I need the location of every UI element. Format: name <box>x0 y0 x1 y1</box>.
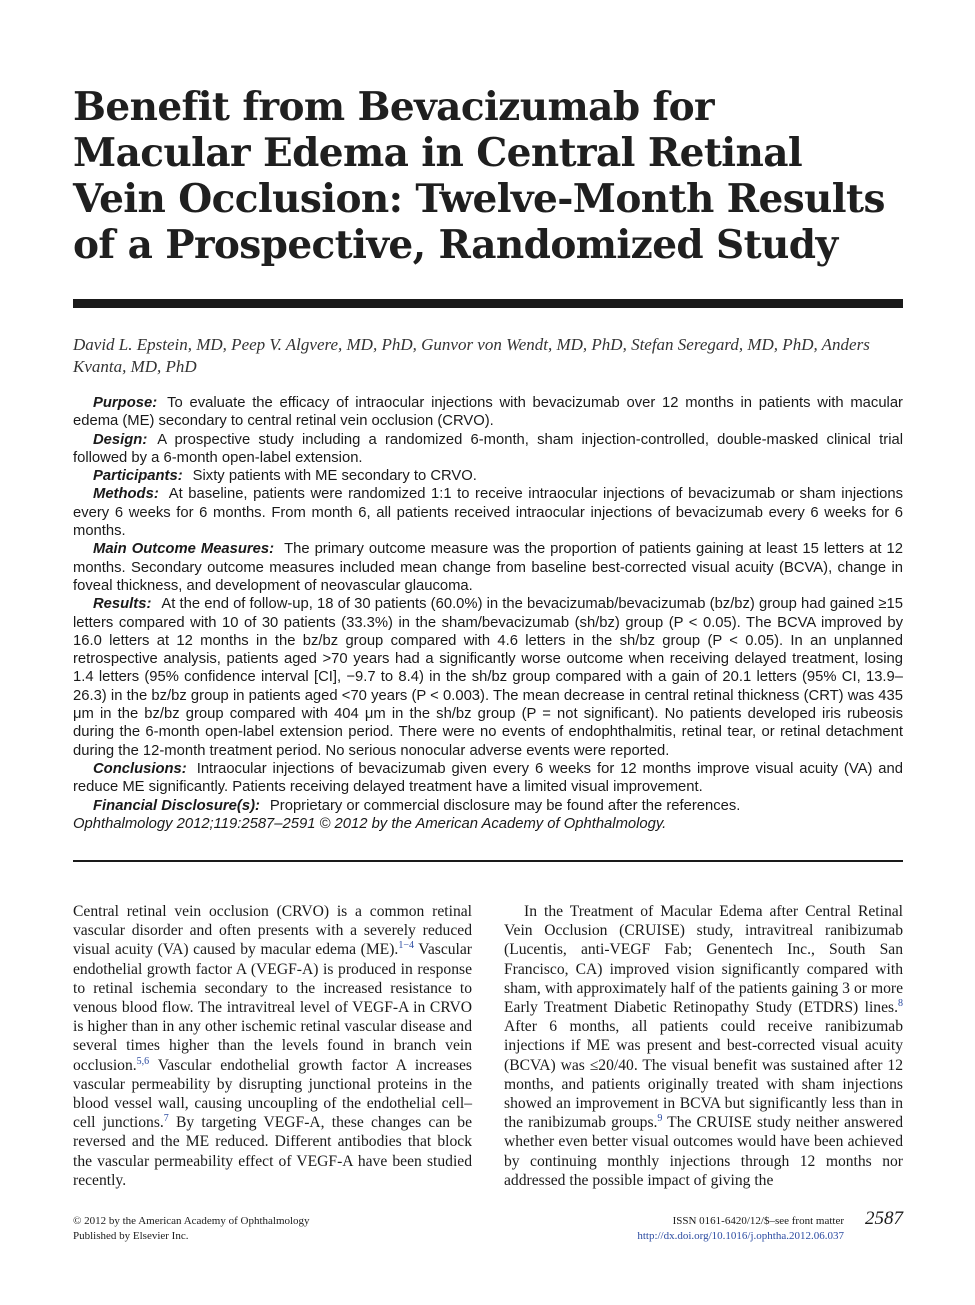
body-text: Vascular endothelial growth factor A increases vascular permeability by disrupting junctional proteins in the blood vessel wall, causing uncoupling of the endothelial cell–cell junctions. <box>73 1056 472 1132</box>
abstract-label: Methods: <box>93 486 159 503</box>
body-column-left <box>73 902 472 1190</box>
abstract-design <box>73 431 903 468</box>
doi-link[interactable]: http://dx.doi.org/10.1016/j.ophtha.2012.06.037 <box>637 1230 844 1242</box>
abstract-text: Sixty patients with ME secondary to CRVO. <box>192 468 477 485</box>
body-text: Vascular endothelial growth factor A (VEGF-A) is produced in response to retinal ischemia secondary to the increased resistance to venous blood flow. The intravitreal level of VEGF-A in CRVO is higher than in any other ischemic retinal vascular disease and several times higher than the levels found in branch vein occlusion. <box>73 941 472 1074</box>
abstract-participants <box>73 467 903 485</box>
abstract-financial <box>73 797 903 815</box>
abstract-text: A prospective study including a randomized 6-month, sham injection-controlled, double-masked clinical trial followed by a 6-month open-label extension. <box>73 431 903 466</box>
author-list: David L. Epstein, MD, Peep V. Algvere, MD, PhD, Gunvor von Wendt, MD, PhD, Stefan Seregard, MD, PhD, Anders Kvanta, MD, PhD <box>73 335 870 376</box>
page-number: 2587 <box>865 1208 903 1229</box>
reference-link[interactable]: 7 <box>163 1113 169 1125</box>
footer-identifiers <box>553 1214 844 1244</box>
body-text: After 6 months, all patients could receive ranibizumab injections if ME was present and best-corrected visual acuity (BCVA) was ≤20/40. The visual benefit was sustained after 12 months, and patients originally treated with sham injections showed an improvement in BCVA but significantly less than in the ranibizumab groups. <box>504 1018 903 1132</box>
abstract-text: At the end of follow-up, 18 of 30 patients (60.0%) in the bevacizumab/bevacizumab (bz/bz) group had gained ≥15 letters compared with 10 of 30 patients (33.3%) in the sham/bevacizumab (sh/bz) group (P < 0.05). The BCVA improved by 16.0 letters at 12 months in the bz/bz group compared with 4.6 letters in the sh/bz group (P < 0.05). In an unplanned retrospective analysis, patients aged >70 years had a significantly worse outcome when receiving delayed treatment, losing 1.4 letters (95% confidence interval [CI], −9.7 to 8.4) in the sh/bz group compared with a gain of 20.1 letters (95% CI, 13.9–26.3) in the bz/bz group in patients aged <70 years (P < 0.003). The mean decrease in central retinal thickness (CRT) was 435 μm in the bz/bz group compared with 404 μm in the sh/bz group (P = not significant). No patients developed iris rubeosis during the 6-month open-label extension period. There were no events of endophthalmitis, retinal tear, or retinal detachment during the 12-month treatment period. No serious nonocular adverse events were reported. <box>73 596 903 759</box>
body-text: The CRUISE study neither answered whether even better visual outcomes would have been achieved by continuing monthly injections through 12 months nor addressed the possible impact of giving the <box>504 1114 903 1189</box>
abstract-divider <box>73 860 903 862</box>
abstract-results <box>73 595 903 760</box>
abstract-main-outcome <box>73 540 903 595</box>
abstract-methods <box>73 485 903 540</box>
abstract-text: The primary outcome measure was the proportion of patients gaining at least 15 letters at 12 months. Secondary outcome measures included mean change from baseline best-corrected visual acuity (BCVA), change in foveal thickness, and development of neovascular glaucoma. <box>73 541 903 594</box>
reference-link[interactable]: 9 <box>657 1113 663 1125</box>
abstract-text: To evaluate the efficacy of intraocular injections with bevacizumab over 12 months in patients with macular edema (ME) secondary to central retinal vein occlusion (CRVO). <box>73 395 903 430</box>
reference-link[interactable]: 8 <box>898 998 903 1010</box>
abstract-label: Participants: <box>93 468 183 485</box>
article-page <box>73 0 903 1305</box>
body-paragraph <box>73 902 472 1190</box>
journal-citation: Ophthalmology 2012;119:2587–2591 © 2012 by the American Academy of Ophthalmology. <box>73 815 667 832</box>
publisher-line: Published by Elsevier Inc. <box>73 1230 189 1242</box>
abstract-label: Financial Disclosure(s): <box>93 797 260 814</box>
abstract-label: Conclusions: <box>93 760 187 777</box>
abstract-label: Purpose: <box>93 395 158 411</box>
abstract-label: Results: <box>93 596 152 613</box>
abstract-text: Proprietary or commercial disclosure may be found after the references. <box>269 797 741 814</box>
body-paragraph <box>504 902 903 1190</box>
reference-link[interactable]: 5,6 <box>136 1055 150 1067</box>
reference-link[interactable]: 1−4 <box>398 940 414 952</box>
abstract-purpose <box>73 394 903 431</box>
issn-line: ISSN 0161-6420/12/$–see front matter <box>672 1215 844 1227</box>
body-text: Central retinal vein occlusion (CRVO) is a common retinal vascular disorder and often presents with a severely reduced visual acuity (VA) caused by macular edema (ME). <box>73 903 472 959</box>
title-divider <box>73 299 903 308</box>
abstract-label: Design: <box>93 431 148 448</box>
abstract-label: Main Outcome Measures: <box>93 541 275 558</box>
body-text: By targeting VEGF-A, these changes can be reversed and the ME reduced. Different antibodies that block the vascular permeability effect of VEGF-A have been studied recently. <box>73 1114 472 1189</box>
article-title: Benefit from Bevacizumab for Macular Edema in Central Retinal Vein Occlusion: Twelve-Month Results of a Prospective, Randomized Study <box>73 84 885 268</box>
abstract-text: At baseline, patients were randomized 1:1 to receive intraocular injections of bevacizumab or sham injections every 6 weeks for 6 months. From month 6, all patients received intraocular injections of bevacizumab every 6 weeks for 6 months. <box>73 486 903 540</box>
abstract <box>73 394 903 833</box>
copyright-line: © 2012 by the American Academy of Ophthalmology <box>73 1215 310 1227</box>
abstract-text: Intraocular injections of bevacizumab given every 6 weeks for 12 months improve visual acuity (VA) and reduce ME significantly. Patients receiving delayed treatment have a limited visual improvement. <box>73 760 903 796</box>
abstract-conclusions <box>73 760 903 797</box>
body-text: In the Treatment of Macular Edema after Central Retinal Vein Occlusion (CRUISE) study, intravitreal ranibizumab (Lucentis, anti-VEGF Fab; Genentech Inc., South San Francisco, CA) improved vision significantly compared with sham, with approximately half of the patients gaining 3 or more Early Treatment Diabetic Retinopathy Study (ETDRS) lines. <box>504 903 903 1017</box>
footer-copyright <box>73 1214 473 1244</box>
body-column-right <box>504 902 903 1190</box>
